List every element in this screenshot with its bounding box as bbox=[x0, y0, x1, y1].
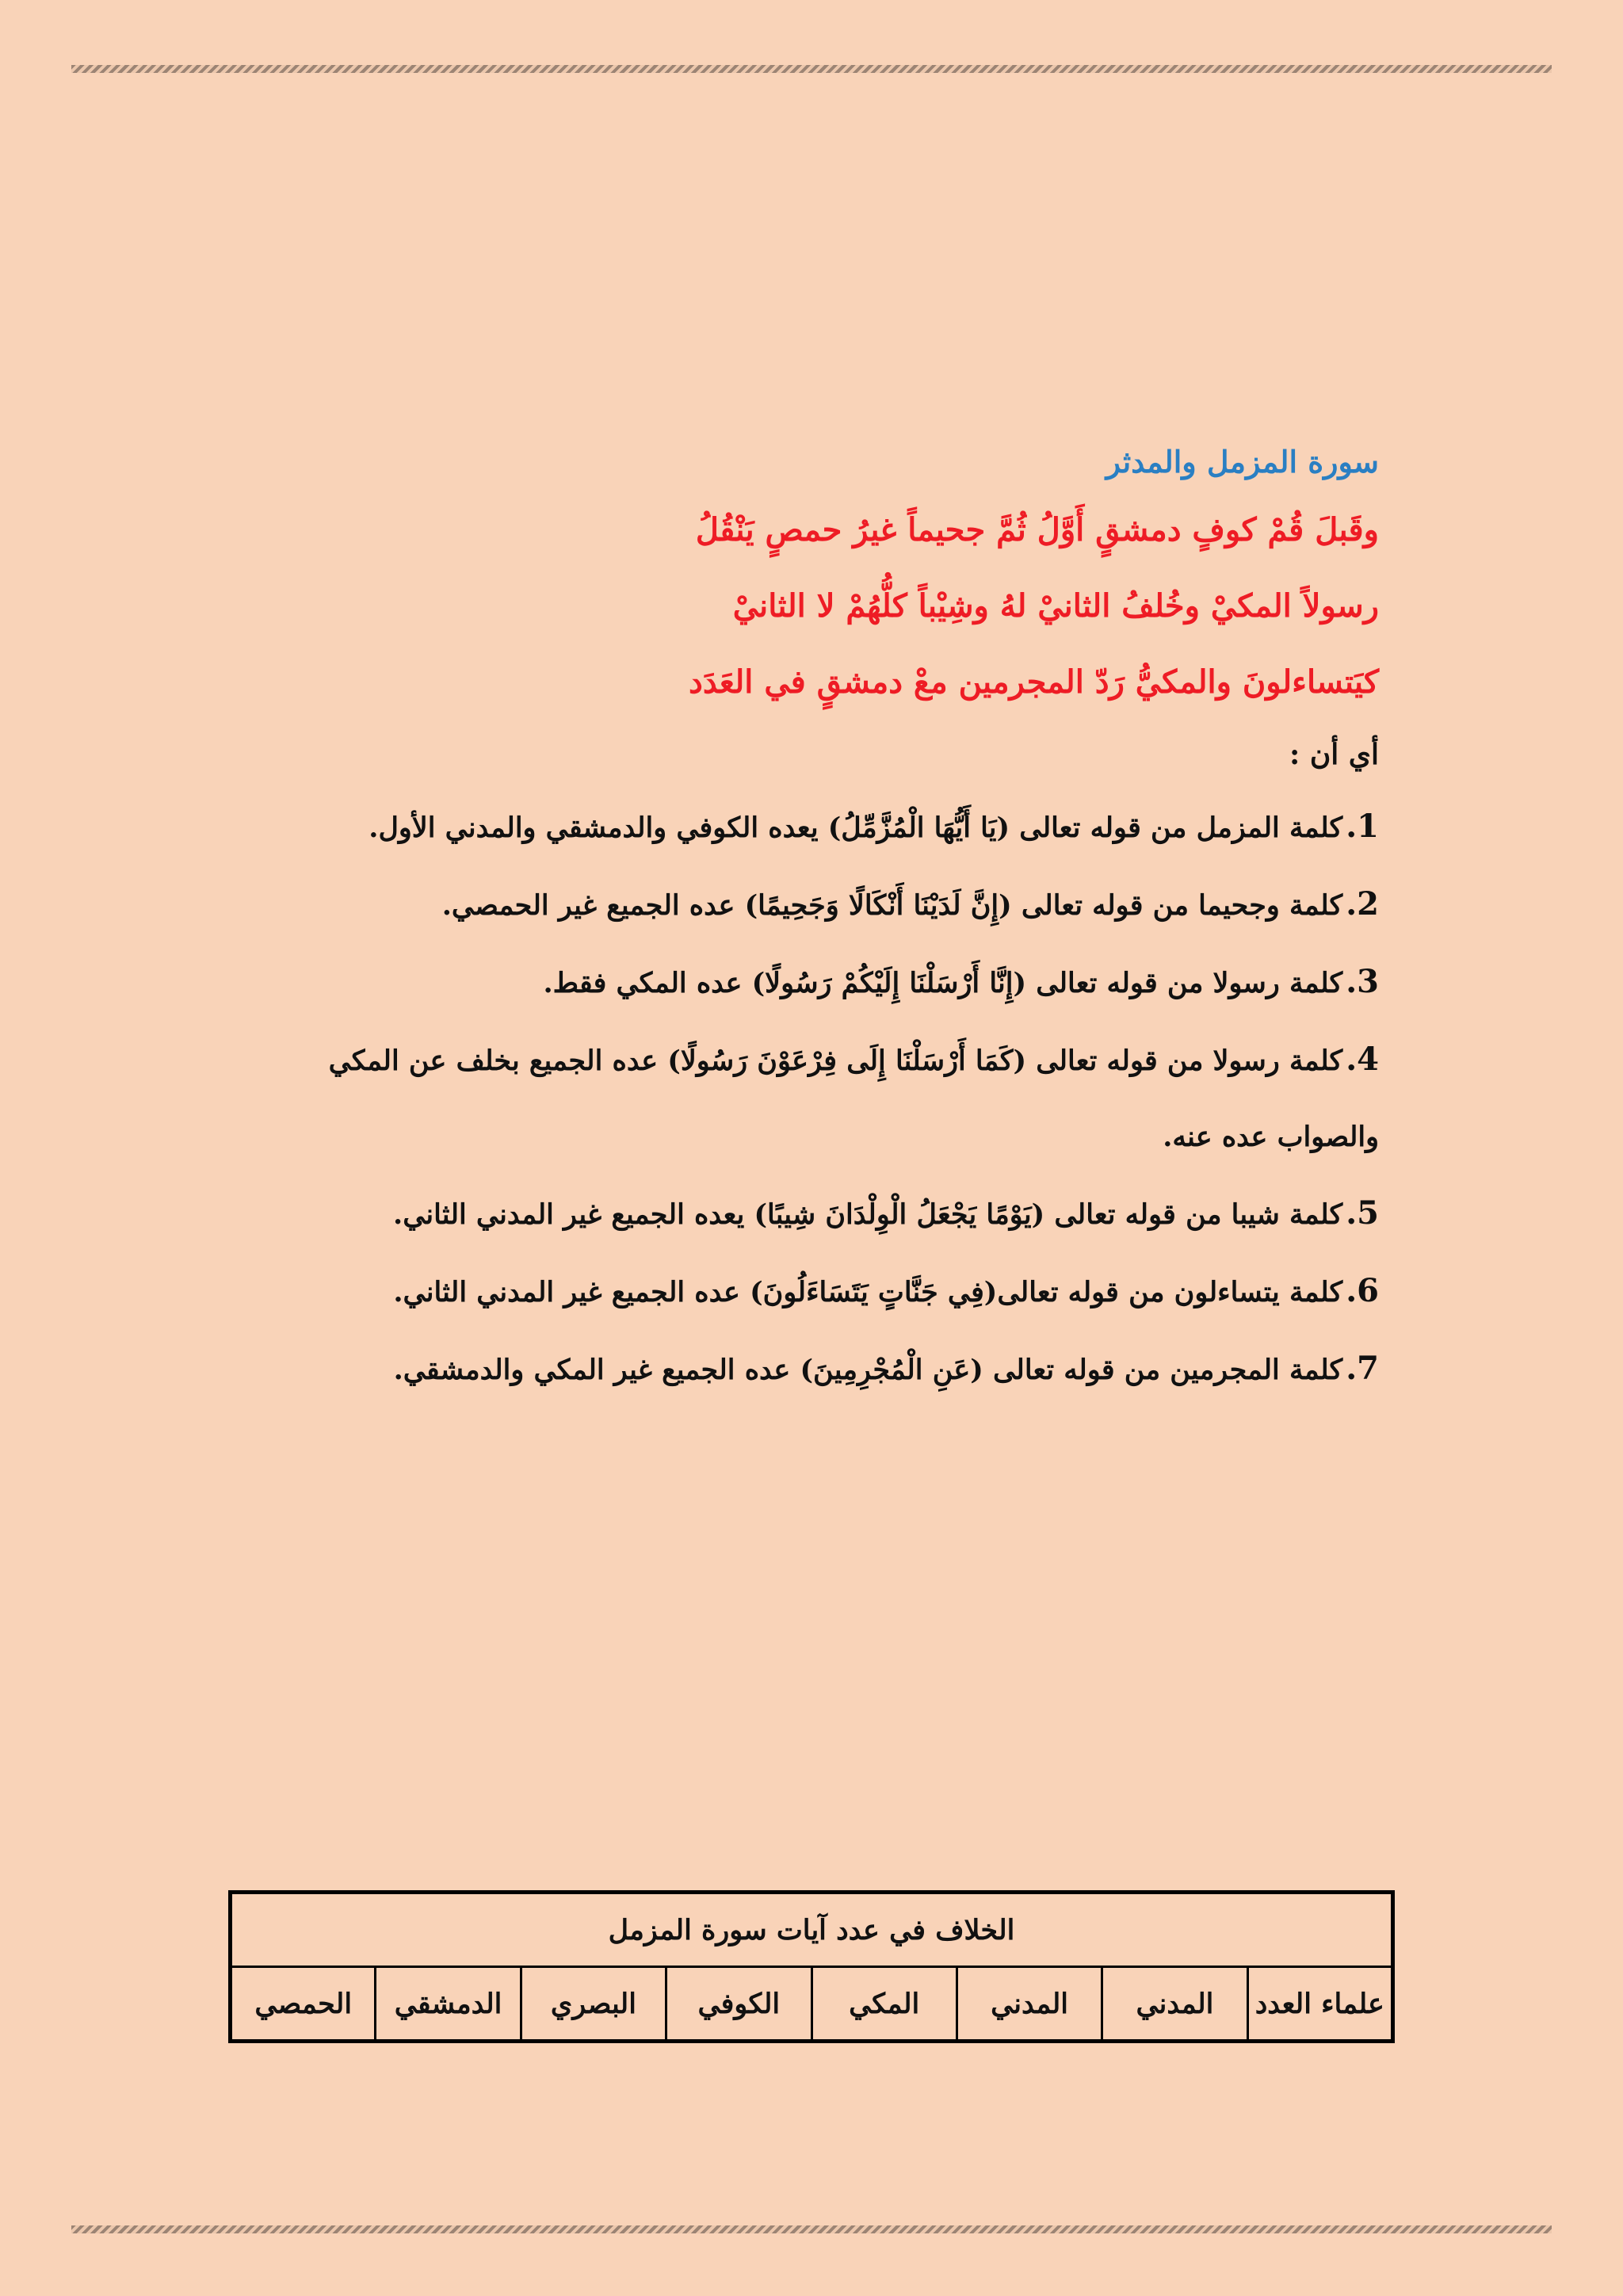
list-item bbox=[301, 1022, 1379, 1175]
item-text: كلمة المزمل من قوله تعالى (يَا أَيُّهَا الْمُزَّمِّلُ) يعده الكوفي والدمشقي والمدني الأول. bbox=[369, 812, 1343, 844]
item-text: كلمة رسولا من قوله تعالى (إِنَّا أَرْسَلْنَا إِلَيْكُمْ رَسُولًا) عده المكي فقط. bbox=[543, 967, 1343, 999]
item-text: كلمة وجحيما من قوله تعالى (إِنَّ لَدَيْنَا أَنْكَالًا وَجَحِيمًا) عده الجميع غير الحمصي. bbox=[441, 889, 1343, 922]
item-number: 6. bbox=[1346, 1272, 1379, 1309]
item-text: كلمة يتساءلون من قوله تعالى(فِي جَنَّاتٍ يَتَسَاءَلُونَ) عده الجميع غير المدني الثاني. bbox=[393, 1276, 1343, 1308]
item-number: 3. bbox=[1346, 963, 1379, 1000]
table-header-cell: الكوفي bbox=[666, 1967, 812, 2042]
table-header-cell: المدني bbox=[1102, 1967, 1247, 2042]
item-text: كلمة المجرمين من قوله تعالى (عَنِ الْمُجْرِمِينَ) عده الجميع غير المكي والدمشقي. bbox=[393, 1354, 1343, 1386]
bottom-divider bbox=[71, 2225, 1552, 2233]
verse-count-table bbox=[228, 1890, 1395, 2043]
item-text: كلمة شيبا من قوله تعالى (يَوْمًا يَجْعَلُ الْوِلْدَانَ شِيبًا) يعده الجميع غير المدني الثاني. bbox=[393, 1198, 1343, 1231]
list-item bbox=[301, 1175, 1379, 1253]
table-caption: الخلاف في عدد آيات سورة المزمل bbox=[231, 1893, 1393, 1967]
list-item bbox=[301, 1331, 1379, 1408]
list-item bbox=[301, 866, 1379, 944]
table-header-cell: البصري bbox=[521, 1967, 666, 2042]
table-header-cell: المدني bbox=[957, 1967, 1102, 2042]
list-item bbox=[301, 789, 1379, 866]
table-header-cell: المكي bbox=[812, 1967, 957, 2042]
explanation-list bbox=[301, 789, 1379, 1408]
section-heading: سورة المزمل والمدثر bbox=[1106, 444, 1379, 479]
item-number: 7. bbox=[1346, 1350, 1379, 1387]
poem-line: كيَتساءلونَ والمكيُّ رَدّ المجرمين معْ دمشقٍ في العَدَد bbox=[689, 663, 1379, 701]
table-header-cell: الدمشقي bbox=[376, 1967, 521, 2042]
list-item bbox=[301, 944, 1379, 1022]
table-header-cell: علماء العدد bbox=[1247, 1967, 1392, 2042]
table-caption-row bbox=[231, 1893, 1393, 1967]
list-item bbox=[301, 1253, 1379, 1331]
item-number: 2. bbox=[1346, 885, 1379, 923]
poem-line: وقَبلَ قُمْ كوفٍ دمشقٍ أَوَّلُ ثُمَّ جحيماً غيرُ حمصٍ يَنْقُلُ bbox=[695, 511, 1379, 548]
top-divider bbox=[71, 65, 1552, 73]
item-text: كلمة رسولا من قوله تعالى (كَمَا أَرْسَلْنَا إِلَى فِرْعَوْنَ رَسُولًا) عده الجميع بخلف عن المكي والصواب عده عنه. bbox=[328, 1045, 1379, 1153]
document-body bbox=[301, 432, 1379, 1408]
poem-line: رسولاً المكيْ وخُلفُ الثانيْ لهُ وشِيْباً كلُّهُمْ لا الثانيْ bbox=[732, 587, 1379, 625]
table-header-cell: الحمصي bbox=[231, 1967, 376, 2042]
table-header-row bbox=[231, 1967, 1393, 2042]
item-number: 4. bbox=[1346, 1041, 1379, 1078]
item-number: 5. bbox=[1346, 1194, 1379, 1232]
intro-text: أي أن : bbox=[1289, 738, 1379, 771]
item-number: 1. bbox=[1346, 808, 1379, 845]
